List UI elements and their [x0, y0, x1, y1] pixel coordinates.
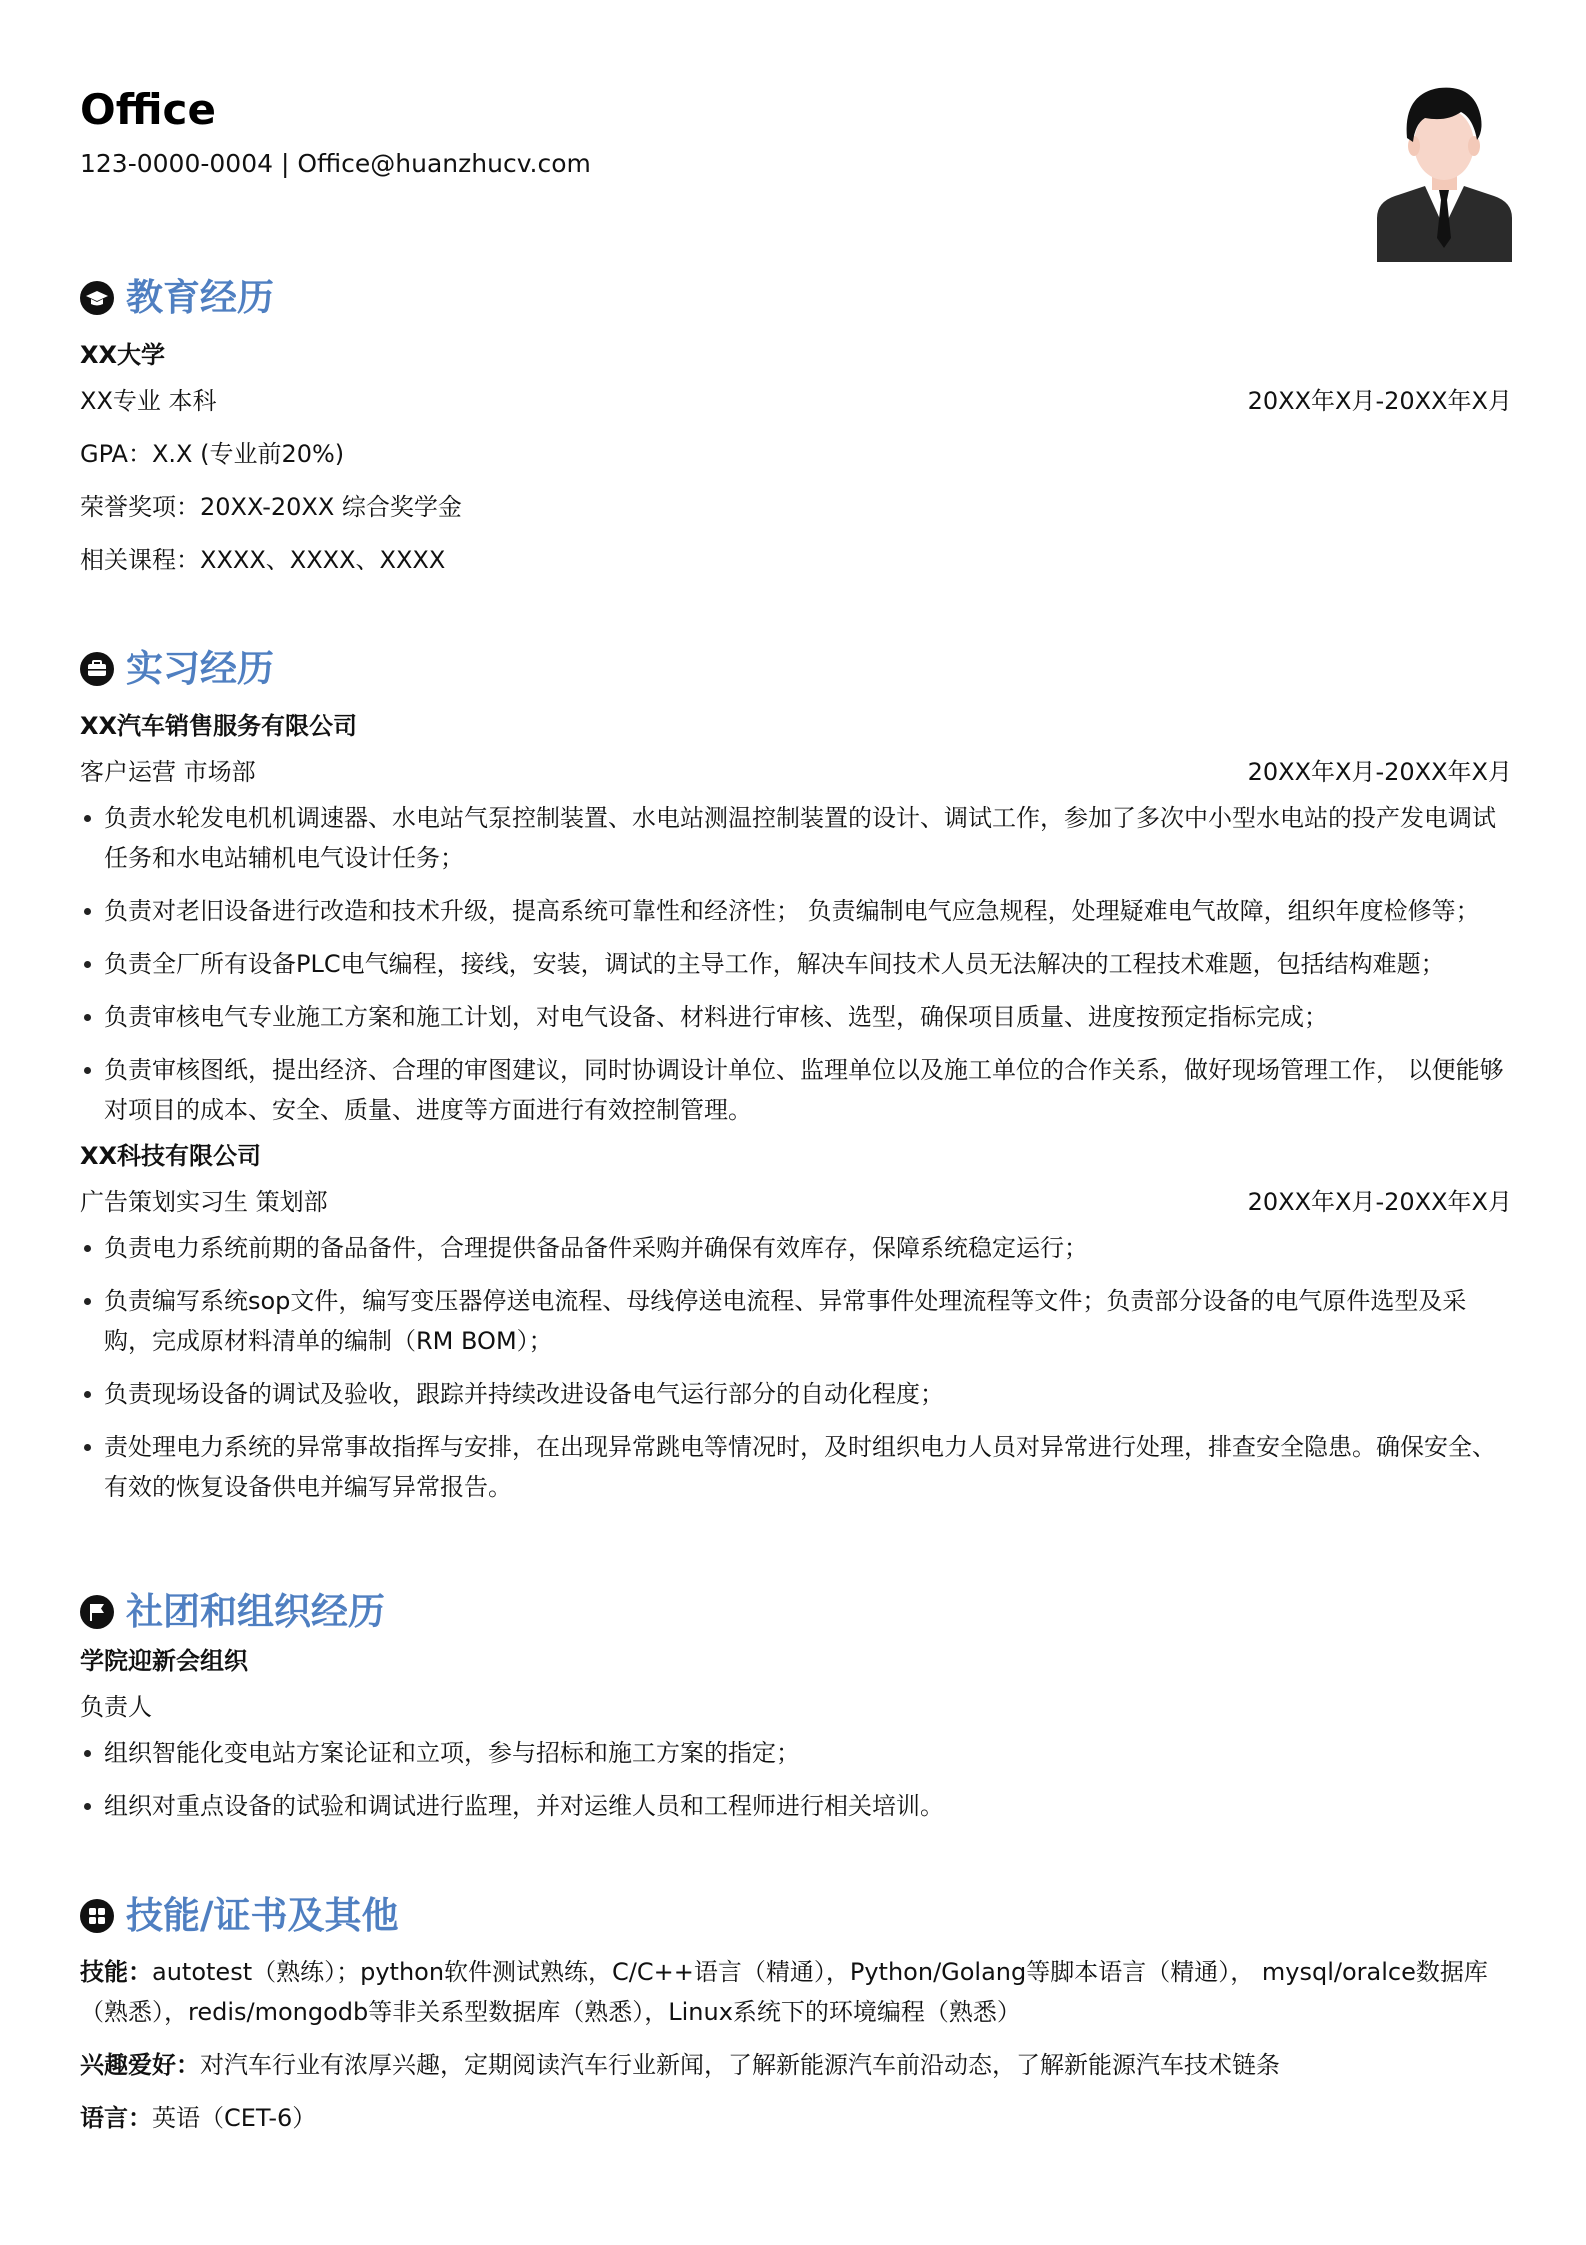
flag-icon [80, 1595, 114, 1629]
job-bullets [80, 1228, 1512, 1507]
list-item: 负责审核图纸，提出经济、合理的审图建议，同时协调设计单位、监理单位以及施工单位的合作关系，做好现场管理工作， 以便能够对项目的成本、安全、质量、进度等方面进行有效控制管理。 [80, 1050, 1512, 1130]
skills-header [80, 1888, 1512, 1944]
education-date: 20XX年X月-20XX年X月 [1247, 386, 1512, 415]
job-date: 20XX年X月-20XX年X月 [1247, 757, 1512, 786]
skill-text: 对汽车行业有浓厚兴趣，定期阅读汽车行业新闻，了解新能源汽车前沿动态，了解新能源汽车技术链条 [200, 2051, 1280, 2079]
education-major-row [80, 374, 1512, 427]
list-item: 负责水轮发电机机调速器、水电站气泵控制装置、水电站测温控制装置的设计、调试工作，参加了多次中小型水电站的投产发电调试任务和水电站辅机电气设计任务； [80, 798, 1512, 878]
skill-item [80, 2098, 1512, 2138]
list-item: 责处理电力系统的异常事故指挥与安排，在出现异常跳电等情况时，及时组织电力人员对异常进行处理，排查安全隐患。确保安全、有效的恢复设备供电并编写异常报告。 [80, 1427, 1512, 1507]
graduation-cap-icon [80, 281, 114, 315]
job-role-row [80, 745, 1512, 798]
skill-label: 兴趣爱好： [80, 2051, 200, 2079]
club-role: 负责人 [80, 1692, 152, 1721]
skill-text: autotest（熟练）；python软件测试熟练，C/C++语言（精通），Python/Golang等脚本语言（精通）， mysql/oralce数据库（熟悉），redis/mongodb等非关系型数据库（熟悉），Linux系统下的环境编程（熟悉） [80, 1958, 1488, 2026]
clubs-section [80, 1584, 1512, 1839]
clubs-header [80, 1584, 1512, 1640]
list-item: 负责对老旧设备进行改造和技术升级，提高系统可靠性和经济性； 负责编制电气应急规程，处理疑难电气故障，组织年度检修等； [80, 891, 1512, 931]
education-title: 教育经历 [126, 276, 274, 319]
education-gpa: GPA：X.X (专业前20%) [80, 439, 345, 468]
internship-title: 实习经历 [126, 647, 274, 690]
skill-item [80, 2045, 1512, 2085]
job-bullets [80, 798, 1512, 1130]
list-item: 负责编写系统sop文件，编写变压器停送电流程、母线停送电流程、异常事件处理流程等文件；负责部分设备的电气原件选型及采购，完成原材料清单的编制（RM BOM）； [80, 1281, 1512, 1361]
club-org: 学院迎新会组织 [80, 1647, 248, 1675]
skills-title: 技能/证书及其他 [126, 1894, 399, 1937]
skill-item [80, 1952, 1512, 2032]
list-item: 负责审核电气专业施工方案和施工计划，对电气设备、材料进行审核、选型，确保项目质量、进度按预定指标完成； [80, 997, 1512, 1037]
skills-list [80, 1952, 1512, 2138]
clubs-title: 社团和组织经历 [126, 1590, 385, 1633]
job-role-row [80, 1175, 1512, 1228]
job-date: 20XX年X月-20XX年X月 [1247, 1187, 1512, 1216]
list-item: 负责现场设备的调试及验收，跟踪并持续改进设备电气运行部分的自动化程度； [80, 1374, 1512, 1414]
contact-info: 123-0000-0004 | Office@huanzhucv.com [80, 149, 591, 178]
candidate-name: Office [80, 85, 216, 134]
education-honors: 荣誉奖项：20XX-20XX 综合奖学金 [80, 492, 462, 521]
club-bullets [80, 1733, 1512, 1826]
skill-text: 英语（CET-6） [152, 2104, 317, 2132]
education-section [80, 270, 1512, 586]
resume-page [80, 0, 1512, 2245]
job-role: 客户运营 市场部 [80, 757, 256, 786]
grid-icon [80, 1899, 114, 1933]
education-header [80, 270, 1512, 326]
avatar [1377, 78, 1512, 262]
school-name: XX大学 [80, 341, 166, 369]
briefcase-icon [80, 652, 114, 686]
skills-section [80, 1888, 1512, 2151]
skill-label: 语言： [80, 2104, 152, 2132]
internship-section [80, 641, 1512, 1520]
education-major: XX专业 本科 [80, 386, 217, 415]
internship-header [80, 641, 1512, 697]
list-item: 组织智能化变电站方案论证和立项，参与招标和施工方案的指定； [80, 1733, 1512, 1773]
education-courses: 相关课程：XXXX、XXXX、XXXX [80, 545, 446, 574]
skill-label: 技能： [80, 1958, 152, 1986]
job-company: XX科技有限公司 [80, 1142, 262, 1170]
list-item: 组织对重点设备的试验和调试进行监理，并对运维人员和工程师进行相关培训。 [80, 1786, 1512, 1826]
job-company: XX汽车销售服务有限公司 [80, 712, 358, 740]
job-role: 广告策划实习生 策划部 [80, 1187, 328, 1216]
list-item: 负责电力系统前期的备品备件，合理提供备品备件采购并确保有效库存，保障系统稳定运行； [80, 1228, 1512, 1268]
list-item: 负责全厂所有设备PLC电气编程，接线，安装，调试的主导工作，解决车间技术人员无法解决的工程技术难题，包括结构难题； [80, 944, 1512, 984]
